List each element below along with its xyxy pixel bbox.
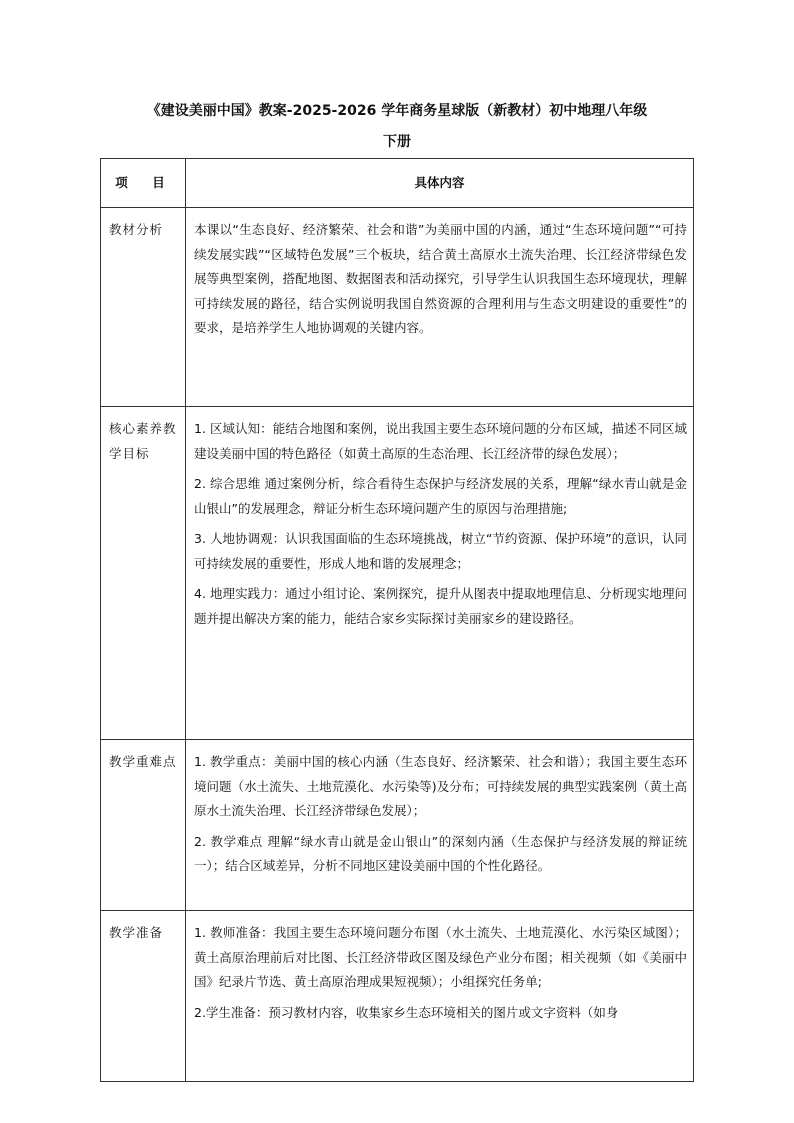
paragraph: 3. 人地协调观：认识我国面临的生态环境挑战，树立“节约资源、保护环境”的意识，认同可持续发展的重要性，形成人地和谐的发展理念； [194, 531, 687, 571]
paragraph: 1. 教学重点：美丽中国的核心内涵（生态良好、经济繁荣、社会和谐）；我国主要生态环境问题（水土流失、土地荒漠化、水污染等)及分布；可持续发展的典型实践案例（黄土高原水土流失治理、长江经济带绿色发展）； [194, 754, 687, 818]
table-row-goals [101, 407, 694, 740]
table-header-row [101, 159, 694, 208]
paragraph: 1. 区域认知：能结合地图和案例，说出我国主要生态环境问题的分布区域，描述不同区域建设美丽中国的特色路径（如黄土高原的生态治理、长江经济带的绿色发展）； [194, 421, 687, 461]
table-row-key-points [101, 740, 694, 911]
row-content [186, 911, 694, 1082]
row-label: 教材分析 [101, 208, 186, 407]
header-item-label: 项 目 [101, 159, 186, 208]
lesson-plan-table [100, 158, 694, 1082]
row-label: 教学准备 [101, 911, 186, 1082]
paragraph: 2.学生准备：预习教材内容，收集家乡生态环境相关的图片或文字资料（如身 [194, 1004, 619, 1020]
document-title: 《建设美丽中国》教案-2025-2026 学年商务星球版（新教材）初中地理八年级 [146, 103, 648, 119]
row-content [186, 208, 694, 407]
document-title-continued: 下册 [383, 134, 411, 150]
row-content [186, 740, 694, 911]
row-label: 核心素养教学目标 [101, 407, 186, 740]
paragraph: 1. 教师准备：我国主要生态环境问题分布图（水土流失、土地荒漠化、水污染区域图）；黄土高原治理前后对比图、长江经济带政区图及绿色产业分布图；相关视频（如《美丽中国》纪录片节选、黄土高原治理成果短视频）；小组探究任务单; [194, 925, 687, 989]
table-row-analysis [101, 208, 694, 407]
row-content [186, 407, 694, 740]
table-row-preparation [101, 911, 694, 1082]
header-content-label: 具体内容 [186, 159, 694, 208]
paragraph: 4. 地理实践力：通过小组讨论、案例探究，提升从图表中提取地理信息、分析现实地理问题并提出解决方案的能力，能结合家乡实际探讨美丽家乡的建设路径。 [194, 586, 687, 626]
paragraph: 2. 综合思维 通过案例分析，综合看待生态保护与经济发展的关系，理解“绿水青山就是金山银山”的发展理念，辩证分析生态环境问题产生的原因与治理措施; [194, 476, 687, 516]
paragraph: 2. 教学难点 理解“绿水青山就是金山银山”的深刻内涵（生态保护与经济发展的辩证统一）；结合区域差异，分析不同地区建设美丽中国的个性化路径。 [194, 833, 687, 873]
paragraph: 本课以“生态良好、经济繁荣、社会和谐”为美丽中国的内涵，通过“生态环境问题”“可持续发展实践”“区域特色发展”三个板块，结合黄土高原水土流失治理、长江经济带绿色发展等典型案例，搭配地图、数据图表和活动探究，引导学生认识我国生态环境现状，理解可持续发展的路径，结合实例说明我国自然资源的合理利用与生态文明建设的重要性”的要求，是培养学生人地协调观的关键内容。 [194, 222, 687, 335]
row-label: 教学重难点 [101, 740, 186, 911]
